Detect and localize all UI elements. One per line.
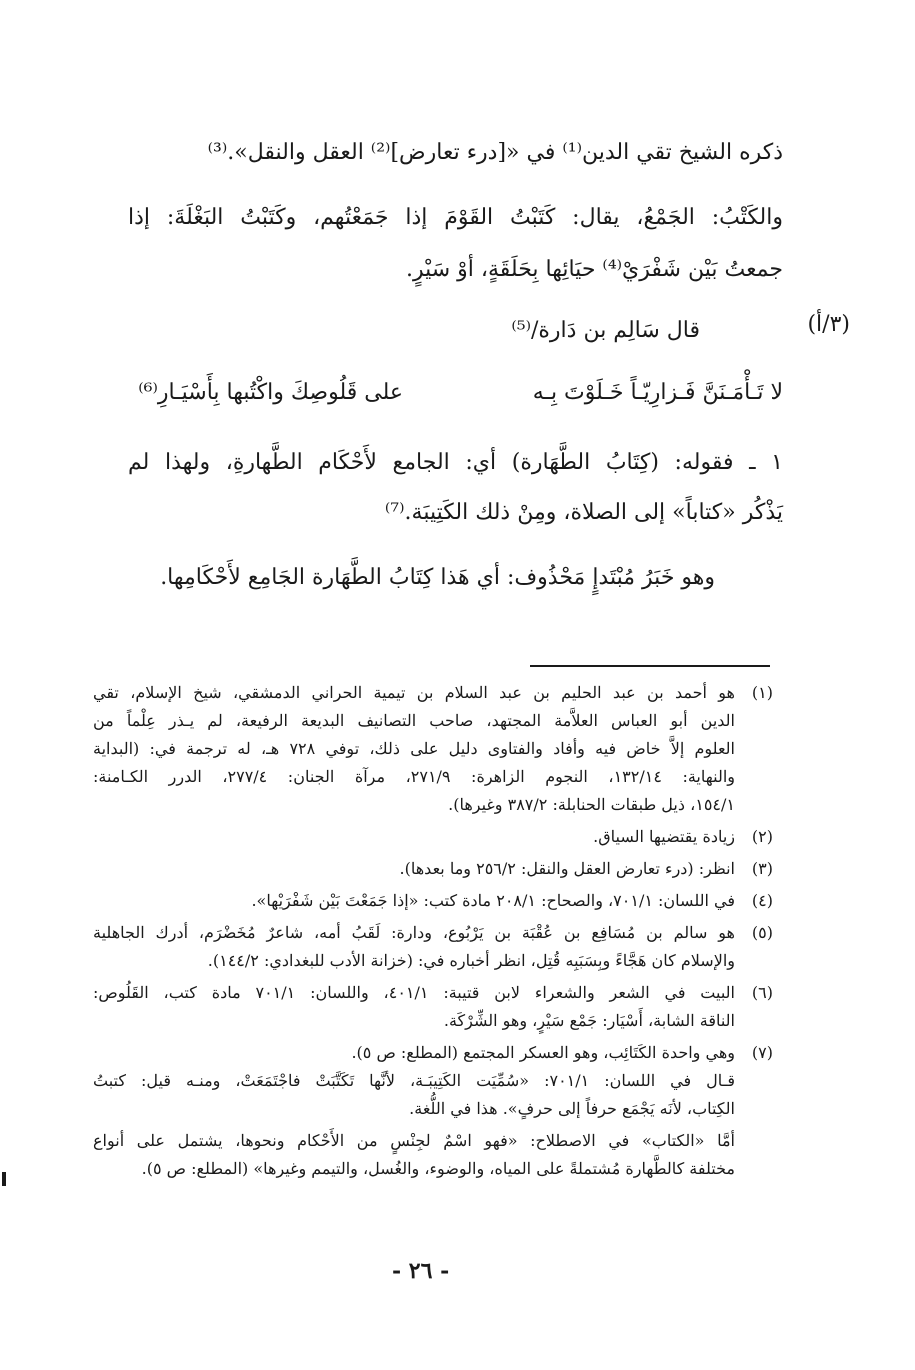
main-text-line: وهو خَبَرُ مُبْتَدإٍ مَحْذُوف: أي هَذا كِتَابُ الطَّهَارة الجَامِع لأَحْكَامِها. [160, 565, 715, 590]
manuscript-folio-reference: (٣/أ) [807, 312, 850, 337]
footnote-line: هو سالم بن مُسَافِع بن عُقْبَة بن يَرْبُوع، ودارة: لَقَبُ أمه، شاعرٌ مُخَضْرَم، أدرك الجاهلية [93, 923, 735, 942]
footnote-line: أمَّا «الكتاب» في الاصطلاح: «فهو اسْمٌ لجِنْسٍ من الأَحْكام ونحوها، يشتمل على أنواع [93, 1131, 735, 1150]
page-number: - ٢٦ - [392, 1258, 450, 1284]
main-text-line: قال سَالِم بن دَارة/⁽⁵⁾ [511, 318, 700, 343]
main-text-line: والكَتْبُ: الجَمْعُ، يقال: كَتَبْتُ القَوْمَ إذا جَمَعْتُهم، وكَتَبْتُ البَغْلَةَ: إذا [128, 205, 783, 230]
footnote-line: هو أحمد بن عبد الحليم بن عبد السلام بن تيمية الحراني الدمشقي، شيخ الإسلام، تقي [93, 683, 735, 702]
main-text-line: ١ ـ فقوله: (كِتَابُ الطَّهَارة) أي: الجامع لأَحْكَام الطَّهارةِ، ولهذا لم [128, 450, 783, 475]
footnote-line: مختلفة كالطَّهارة مُشتملةً على المياه، والوضوء، والغُسل، والتيمم وغيرها» (المطلع: ص ٥). [141, 1159, 735, 1178]
verse-first-hemistich: لا تَـأْمَـنَنَّ فَـزارِيّـاً خَـلَوْتَ بِـه [532, 380, 783, 405]
footnote-line: في اللسان: ٧٠١/١، والصحاح: ٢٠٨/١ مادة كتب: «إذا جَمَعْتَ بَيْن شَفْرَيْها». [251, 891, 735, 910]
verse-second-hemistich: على قَلُوصِكَ واكْتُبها بِأَسْيَـارِ⁽⁶⁾ [138, 380, 403, 405]
footnote-line: العلوم إلاَّ خاض فيه وأفاد والفتاوى دليل على ذلك، توفي ٧٢٨ هـ، له ترجمة في: (البداية [93, 739, 735, 758]
footnote-line: والنهاية: ١٣٢/١٤، النجوم الزاهرة: ٢٧١/٩، مرآة الجنان: ٢٧٧/٤، الدرر الكـامنة: [93, 767, 736, 786]
footnote-line: الدين أبو العباس العلاَّمة المجتهد، صاحب التصانيف البديعة الرفيعة، لم يـذر عِلْماً من [93, 711, 735, 730]
main-text-line: ذكره الشيخ تقي الدين⁽¹⁾ في «[درء تعارض]⁽²⁾ العقل والنقل».⁽³⁾ [207, 140, 783, 165]
footnote-line: الكِتاب، لأنَه يَجْمَع حرفاً إلى حرفٍ». هذا في اللُّغة. [409, 1099, 735, 1118]
footnote-line: انظر: (درء تعارض العقل والنقل: ٢٥٦/٢ وما بعدها). [399, 859, 735, 878]
footnote-line: ١٥٤/١، ذيل طبقات الحنابلة: ٣٨٧/٢ وغيرها). [448, 795, 735, 814]
footnote-number: (٤) [751, 891, 773, 910]
footnote-line: وهي واحدة الكَتَائِب، وهو العسكر المجتمع (المطلع: ص ٥). [351, 1043, 735, 1062]
scan-edge-mark [2, 1172, 6, 1186]
footnote-line: قـال في اللسان: ٧٠١/١: «سُمِّيَت الكَتِيبَـة، لأنَّها تَكَتَّبَتْ فاجْتَمَعَتْ، ومنـه قيل: كتبتُ [93, 1071, 736, 1090]
main-text-line: جمعتُ بَيْن شَفْرَيْ⁽⁴⁾ حيَائِها بِحَلَقَةٍ، أوْ سَيْرٍ. [405, 257, 783, 282]
footnote-line: الناقة الشابة، أَسْيَار: جَمْع سَيْرٍ، وهو الشِّرْكَة. [443, 1011, 735, 1030]
main-text-line: يَذْكُر «كتاباً» إلى الصلاة، ومِنْ ذلك الكَتِيبَة.⁽⁷⁾ [384, 500, 783, 525]
footnote-number: (٣) [751, 859, 773, 878]
footnote-number: (٢) [751, 827, 773, 846]
footnote-line: والإسلام كان هَجَّاءً وبِسَبَبِه قُتِل، انظر أخباره في: (خزانة الأدب للبغدادي: ١٤٤/٢). [207, 951, 735, 970]
footnote-line: زيادة يقتضيها السياق. [593, 827, 735, 846]
footnote-number: (٦) [751, 983, 773, 1002]
footnote-number: (٧) [751, 1043, 773, 1062]
footnote-separator [530, 665, 770, 667]
footnote-number: (١) [751, 683, 773, 702]
footnote-number: (٥) [751, 923, 773, 942]
footnote-line: البيت في الشعر والشعراء لابن قتيبة: ٤٠١/١، واللسان: ٧٠١/١ مادة كتب، القَلُوص: [93, 983, 735, 1002]
